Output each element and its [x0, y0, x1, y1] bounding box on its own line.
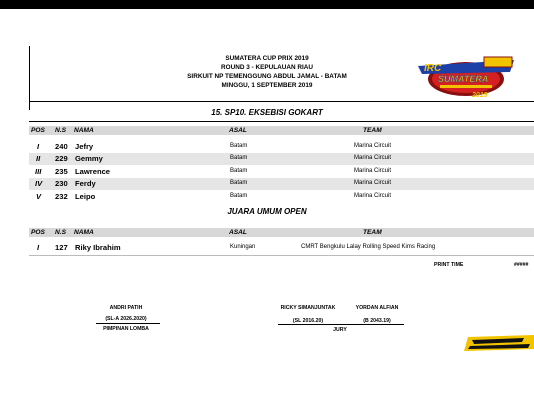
result-row: [29, 141, 534, 153]
jury-line: [278, 324, 404, 325]
sig-mid-name: RICKY SIMANJUNTAK: [280, 305, 336, 311]
print-time-value: #####: [514, 262, 529, 268]
timing-logo: [464, 334, 534, 352]
col-nama: NAMA: [74, 127, 94, 134]
open-column-header: [29, 228, 534, 237]
open-divider: [29, 255, 534, 256]
event-round: ROUND 3 - KEPULAUAN RIAU: [221, 64, 313, 71]
row-team: Marina Circuit: [354, 180, 392, 186]
row-team: Marina Circuit: [354, 193, 392, 199]
result-row: [29, 166, 534, 178]
print-time-label: PRINT TIME: [434, 262, 464, 268]
row-asal: Batam: [230, 193, 248, 199]
col-pos: POS: [31, 229, 45, 236]
col-asal: ASAL: [229, 127, 247, 134]
row-asal: Batam: [230, 168, 248, 174]
col-asal: ASAL: [229, 229, 247, 236]
row-pos: I: [37, 243, 40, 252]
class-title: 15. SP10. EKSEBISI GOKART: [211, 108, 323, 117]
row-ns: 240: [55, 142, 68, 151]
event-logo: [410, 52, 522, 100]
results-column-header: [29, 126, 534, 135]
open-result-row: [29, 242, 534, 254]
row-ns: 232: [55, 192, 68, 201]
row-ns: 235: [55, 167, 68, 176]
logo-year: 2019: [472, 92, 488, 99]
open-title: JUARA UMUM OPEN: [227, 207, 307, 216]
header-divider: [29, 101, 534, 102]
row-ns: 127: [55, 243, 68, 252]
row-team: Marina Circuit: [354, 143, 392, 149]
col-team: TEAM: [363, 229, 382, 236]
row-name: Riky Ibrahim: [75, 243, 121, 252]
row-pos: IV: [35, 179, 43, 188]
sig-right-name: YORDAN ALFIAN: [355, 305, 399, 311]
event-circuit: SIRKUIT NP TEMENGGUNG ABDUL JAMAL - BATAM: [187, 73, 347, 80]
row-name: Jefry: [75, 142, 94, 151]
row-pos: V: [36, 192, 42, 201]
result-row: [29, 178, 534, 190]
col-nama: NAMA: [74, 229, 94, 236]
event-title: SUMATERA CUP PRIX 2019: [225, 55, 309, 62]
row-ns: 229: [55, 154, 68, 163]
col-ns: N.S: [55, 229, 66, 236]
col-ns: N.S: [55, 127, 66, 134]
top-black-bar: [0, 0, 534, 9]
row-name: Gemmy: [75, 154, 103, 163]
row-team: Marina Circuit: [354, 168, 392, 174]
col-team: TEAM: [363, 127, 382, 134]
sig-left-license: (SL-A 2026.2020): [105, 316, 147, 322]
row-ns: 230: [55, 179, 68, 188]
sig-left-name: ANDRI PATIH: [109, 305, 143, 311]
row-asal: Batam: [230, 143, 248, 149]
result-row: [29, 153, 534, 165]
row-name: Leipo: [75, 192, 96, 201]
row-team: Marina Circuit: [354, 155, 392, 161]
sig-left-role: PIMPINAN LOMBA: [103, 326, 149, 332]
sig-left-line: [96, 323, 160, 324]
row-asal: Batam: [230, 180, 248, 186]
class-title-divider: [29, 121, 534, 122]
logo-main-text: SUMATERA: [438, 74, 489, 84]
sig-mid-license: (SL 2016.20): [292, 318, 324, 324]
sig-right-license: (B 2043.19): [363, 318, 391, 324]
logo-top-text: IRC: [424, 63, 442, 74]
row-asal: Batam: [230, 155, 248, 161]
row-pos: I: [37, 142, 40, 151]
col-pos: POS: [31, 127, 45, 134]
jury-label: JURY: [333, 327, 347, 333]
row-asal: Kuningan: [230, 244, 256, 250]
row-pos: II: [36, 154, 41, 163]
row-team: CMRT Bengkulu Lalay Rolling Speed Kims Racing: [301, 244, 436, 250]
row-pos: III: [35, 167, 42, 176]
row-name: Ferdy: [75, 179, 96, 188]
row-name: Lawrence: [75, 167, 111, 176]
event-date: MINGGU, 1 SEPTEMBER 2019: [221, 82, 313, 89]
result-row: [29, 191, 534, 203]
